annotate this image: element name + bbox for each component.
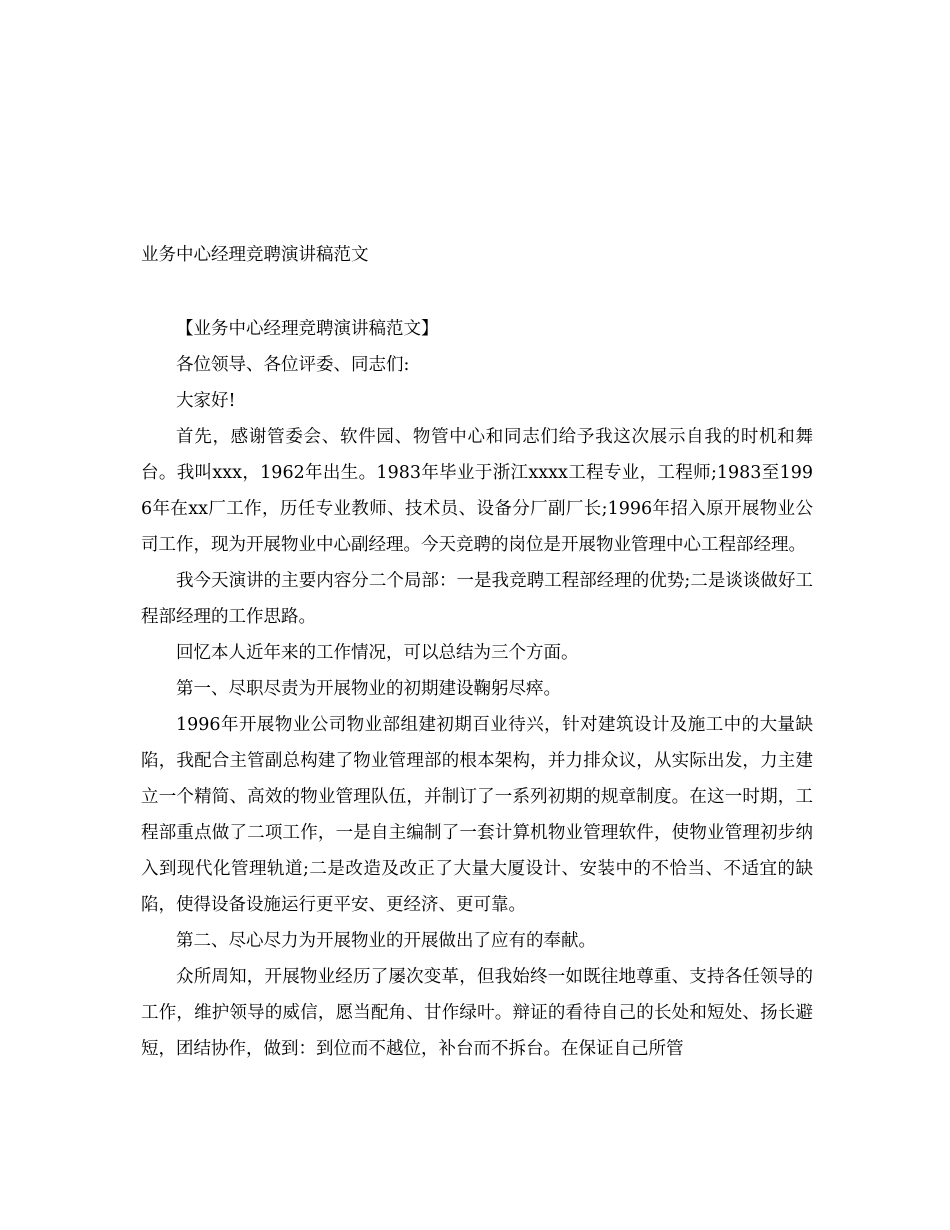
paragraph-point-one: 第一、尽职尽责为开展物业的初期建设鞠躬尽瘁。 (176, 679, 561, 699)
paragraph-review: 回忆本人近年来的工作情况，可以总结为三个方面。 (176, 643, 579, 663)
paragraph-salutation: 各位领导、各位评委、同志们: (176, 355, 410, 375)
document-body (141, 311, 813, 1067)
paragraph-outline: 我今天演讲的主要内容分二个局部：一是我竞聘工程部经理的优势;二是谈谈做好工程部经理的工作思路。 (141, 571, 813, 627)
document-title: 业务中心经理竞聘演讲稿范文 (141, 245, 369, 265)
paragraph-introduction: 首先，感谢管委会、软件园、物管中心和同志们给予我这次展示自我的时机和舞台。我叫xxx，1962年出生。1983年毕业于浙江xxxx工程专业，工程师;1983至1996年在xx厂工作，历任专业教师、技术员、设备分厂副厂长;1996年招入原开展物业公司工作，现为开展物业中心副经理。今天竞聘的岗位是开展物业管理中心工程部经理。 (141, 427, 813, 555)
paragraph-greeting: 大家好! (176, 391, 236, 411)
paragraph-point-two: 第二、尽心尽力为开展物业的开展做出了应有的奉献。 (176, 931, 596, 951)
paragraph-point-two-detail: 众所周知，开展物业经历了屡次变革，但我始终一如既往地尊重、支持各任领导的工作，维护领导的威信，愿当配角、甘作绿叶。辩证的看待自己的长处和短处、扬长避短，团结协作，做到：到位而不越位，补台而不拆台。在保证自己所管 (141, 967, 813, 1059)
paragraph-heading: 【业务中心经理竞聘演讲稿范文】 (176, 319, 439, 339)
paragraph-point-one-detail: 1996年开展物业公司物业部组建初期百业待兴，针对建筑设计及施工中的大量缺陷，我配合主管副总构建了物业管理部的根本架构，并力排众议，从实际出发，力主建立一个精简、高效的物业管理队伍，并制订了一系列初期的规章制度。在这一时期，工程部重点做了二项工作，一是自主编制了一套计算机物业管理软件，使物业管理初步纳入到现代化管理轨道;二是改造及改正了大量大厦设计、安装中的不恰当、不适宜的缺陷，使得设备设施运行更平安、更经济、更可靠。 (141, 715, 813, 915)
